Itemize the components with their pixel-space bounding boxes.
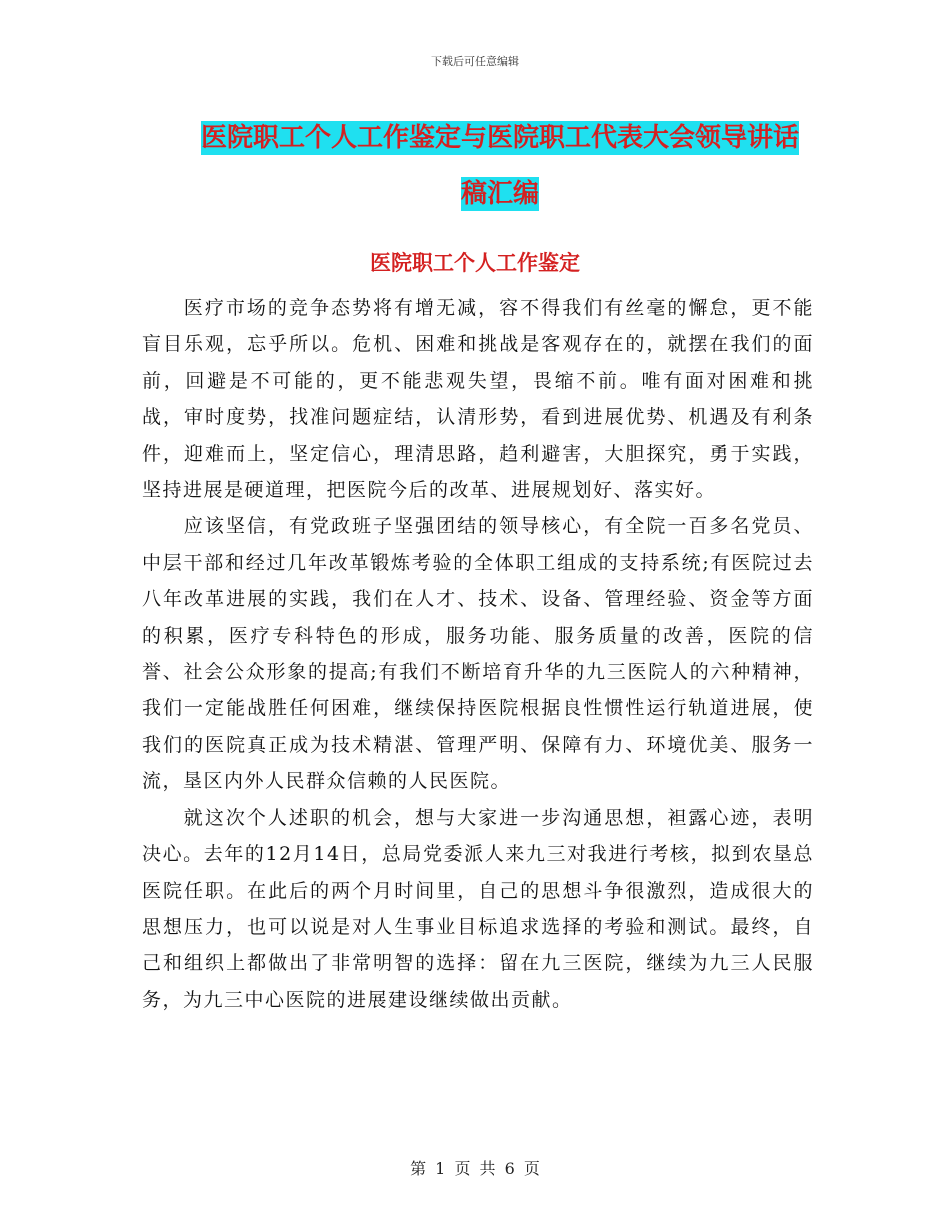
paragraph: 就这次个人述职的机会，想与大家进一步沟通思想，袒露心迹，表明决心。去年的12月14日，总局党委派人来九三对我进行考核，拟到农垦总医院任职。在此后的两个月时间里，自己的思想斗争很激烈，造成很大的思想压力，也可以说是对人生事业目标追求选择的考验和测试。最终，自己和组织上都做出了非常明智的选择：留在九三医院，继续为九三人民服务，为九三中心医院的进展建设继续做出贡献。 — [142, 806, 814, 1011]
page-indicator: 第 1 页 共 6 页 — [410, 1159, 540, 1178]
paragraph: 应该坚信，有党政班子坚强团结的领导核心，有全院一百多名党员、中层干部和经过几年改革锻炼考验的全体职工组成的支持系统;有医院过去八年改革进展的实践，我们在人才、技术、设备、管理经验、资金等方面的积累，医疗专科特色的形成，服务功能、服务质量的改善，医院的信誉、社会公众形象的提高;有我们不断培育升华的九三医院人的六种精神，我们一定能战胜任何困难，继续保持医院根据良性惯性运行轨道进展，使我们的医院真正成为技术精湛、管理严明、保障有力、环境优美、服务一流，垦区内外人民群众信赖的人民医院。 — [142, 515, 814, 793]
header-note: 下载后可任意编辑 — [431, 55, 519, 68]
document-body — [142, 290, 814, 1018]
document-title — [140, 110, 860, 222]
paragraph: 医疗市场的竞争态势将有增无减，容不得我们有丝毫的懈怠，更不能盲目乐观，忘乎所以。危机、困难和挑战是客观存在的，就摆在我们的面前，回避是不可能的，更不能悲观失望，畏缩不前。唯有面对困难和挑战，审时度势，找准问题症结，认清形势，看到进展优势、机遇及有利条件，迎难而上，坚定信心，理清思路，趋利避害，大胆探究，勇于实践，坚持进展是硬道理，把医院今后的改革、进展规划好、落实好。 — [142, 297, 814, 502]
section-title: 医院职工个人工作鉴定 — [370, 251, 580, 275]
document-title-line-1: 医院职工个人工作鉴定与医院职工代表大会领导讲话 — [200, 123, 799, 153]
document-title-line-2: 稿汇编 — [460, 179, 539, 209]
